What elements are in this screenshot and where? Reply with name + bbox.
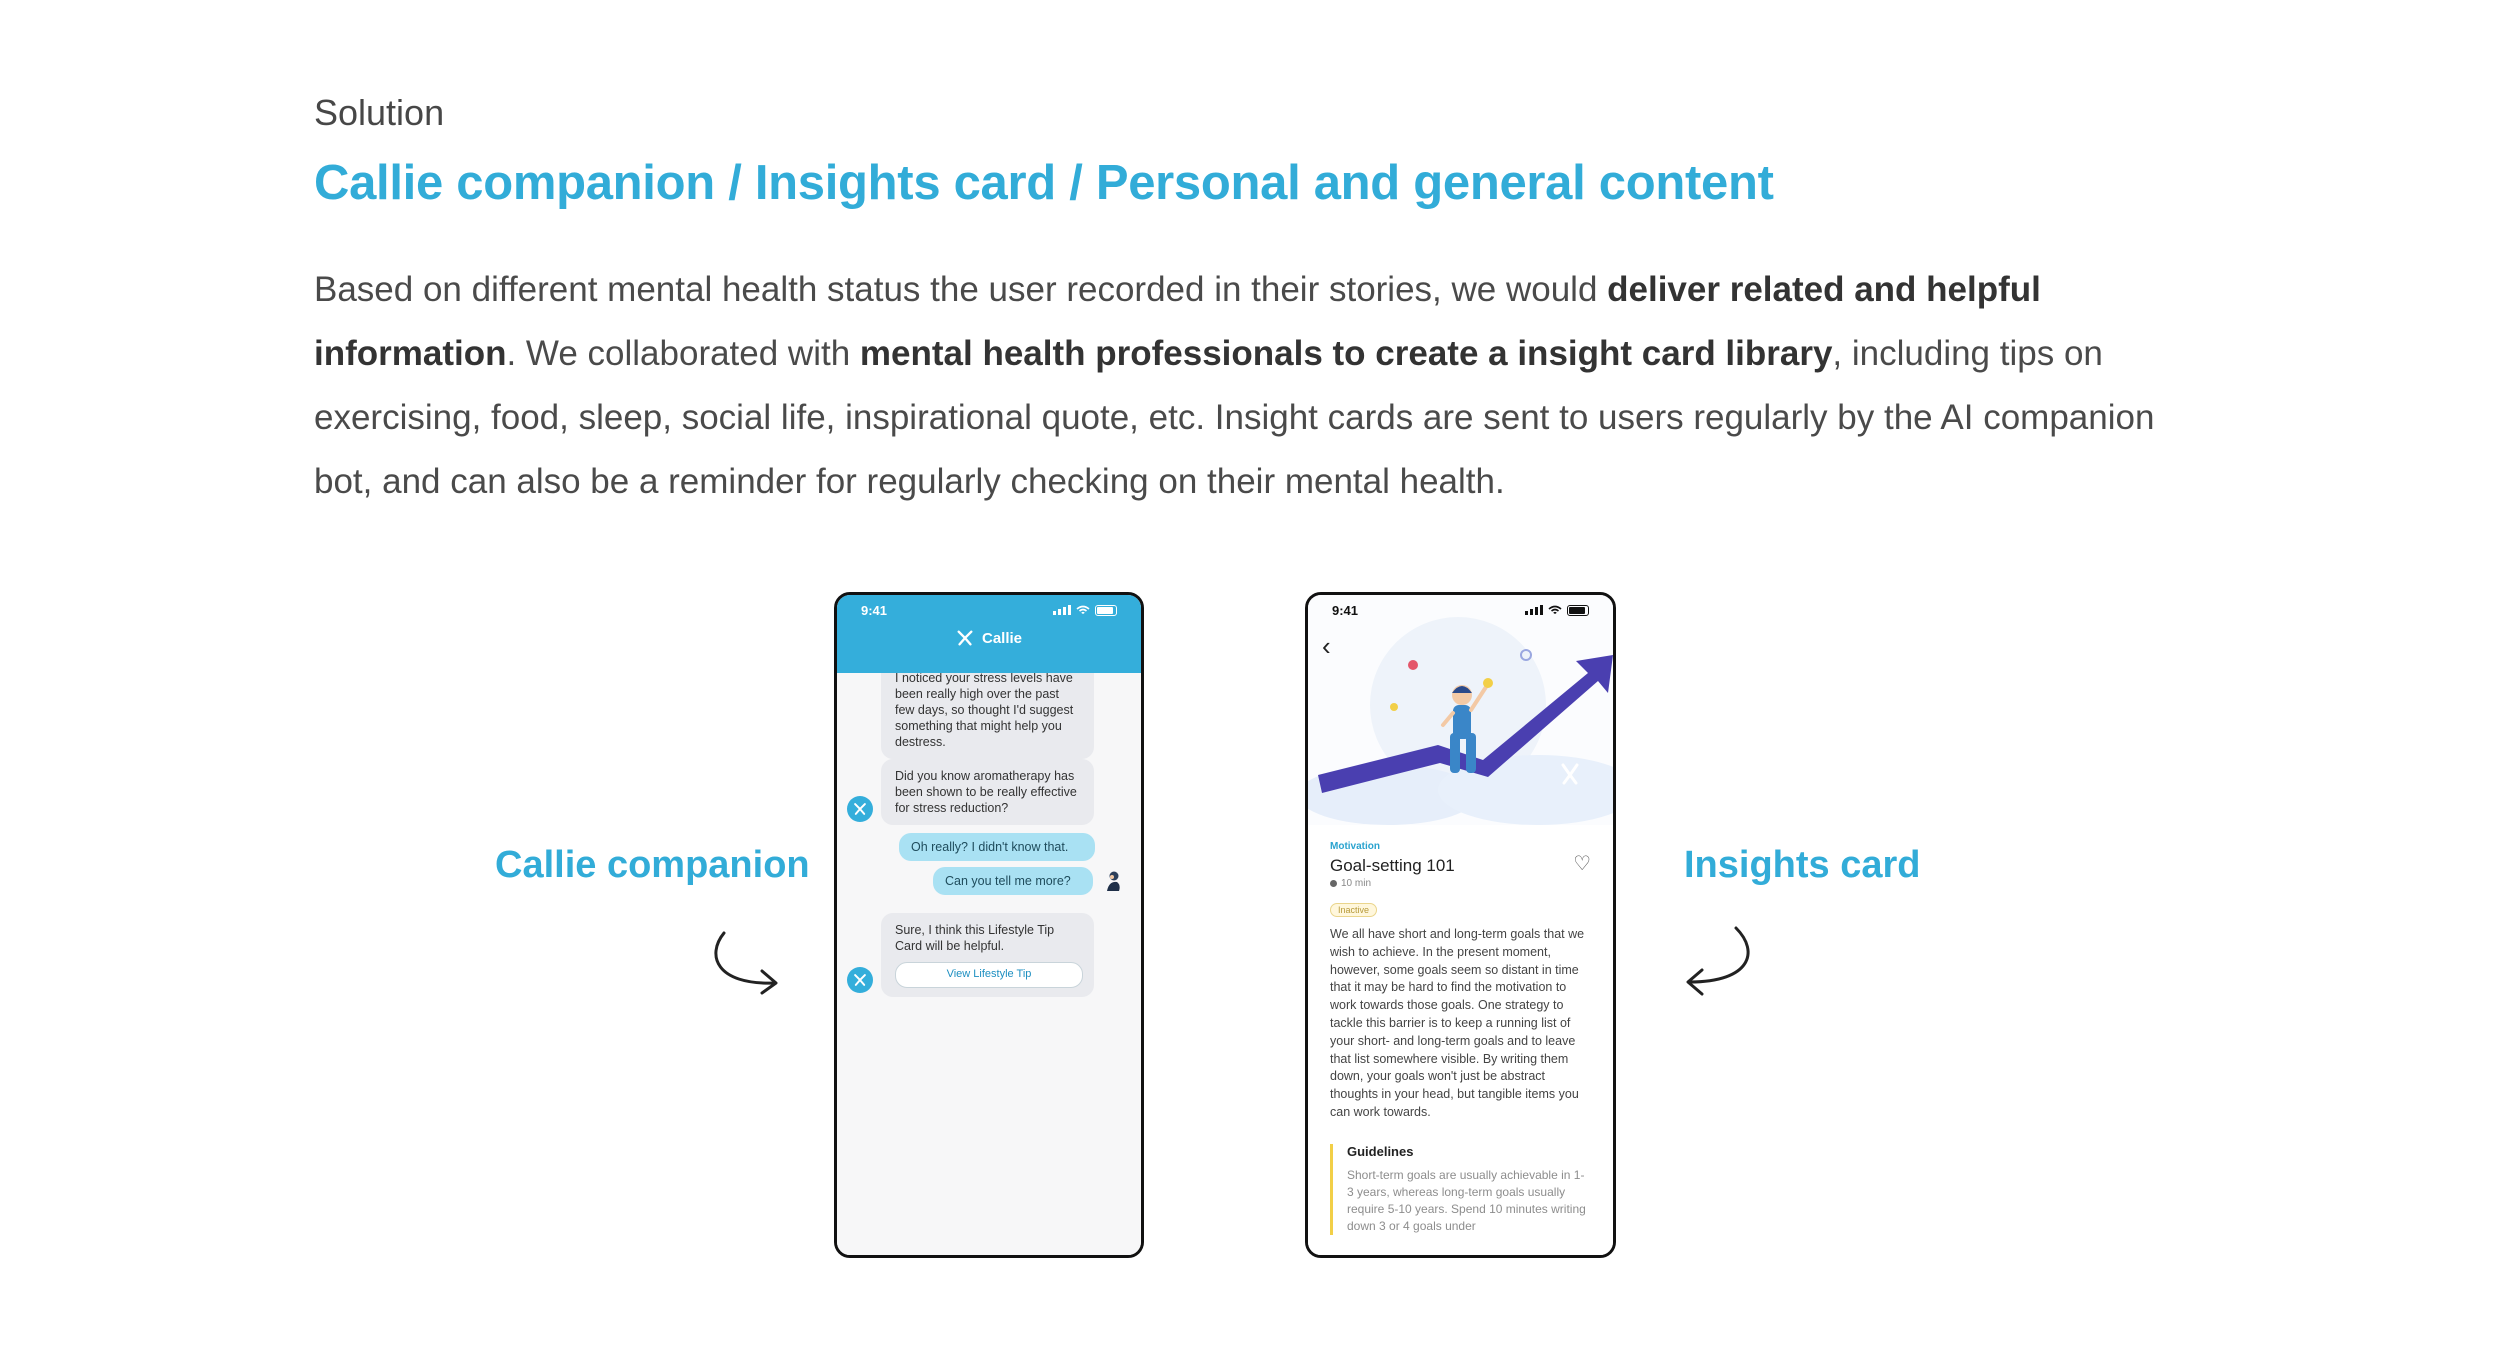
battery-icon (1095, 605, 1117, 616)
status-bar (1308, 595, 1613, 625)
view-lifestyle-tip-button[interactable]: View Lifestyle Tip (895, 962, 1083, 988)
label-callie-companion: Callie companion (495, 844, 810, 886)
callie-logo-icon (956, 629, 974, 647)
status-time: 9:41 (1332, 602, 1359, 618)
section-headline: Callie companion / Insights card / Personal and general content (314, 156, 1774, 210)
goal-illustration (1308, 595, 1613, 825)
status-bar (837, 595, 1141, 625)
status-badge: Inactive (1330, 903, 1377, 917)
guidelines-text: Short-term goals are usually achievable in 1-3 years, whereas long-term goals usually require 5-10 years. Spend 10 minutes writing down 3 or 4 goals under (1347, 1167, 1586, 1233)
curved-arrow-right-icon (704, 925, 784, 995)
body-text-1: Based on different mental health status the user recorded in their stories, we would (314, 270, 1608, 309)
chevron-left-icon[interactable]: ‹ (1322, 631, 1331, 661)
card-category: Motivation (1330, 841, 1380, 852)
user-message: Oh really? I didn't know that. (899, 833, 1095, 861)
chat-title (837, 629, 1141, 647)
body-bold-1: deliver related and helpful information (314, 270, 2041, 373)
status-icons (1053, 605, 1117, 616)
chat-header (837, 595, 1141, 673)
signal-icon (1053, 605, 1071, 615)
signal-icon (1525, 605, 1543, 615)
section-body (314, 258, 2194, 514)
guidelines-title: Guidelines (1347, 1143, 1414, 1159)
user-message: Can you tell me more? (933, 867, 1093, 895)
callie-logo-icon (853, 973, 867, 987)
section-eyebrow: Solution (314, 92, 445, 133)
body-text-3: , including tips on exercising, food, sleep, social life, inspirational quote, etc. Insight cards are sent to users regularly by the AI companion bot, and can also be a reminder for regularly checking on their mental health. (314, 334, 2155, 501)
card-title: Goal-setting 101 (1330, 856, 1455, 875)
status-time: 9:41 (861, 602, 888, 618)
user-avatar (1103, 869, 1123, 891)
insight-card-content[interactable] (1308, 825, 1613, 1255)
card-duration: 10 min (1330, 878, 1591, 889)
status-icons (1525, 605, 1589, 616)
callie-logo-icon (853, 802, 867, 816)
guidelines-section (1330, 1144, 1591, 1235)
curved-arrow-left-icon (1680, 922, 1760, 997)
bot-message-text: Sure, I think this Lifestyle Tip Card will be helpful. (895, 923, 1055, 953)
body-bold-2: mental health professionals to create a insight card library (859, 334, 1833, 373)
bot-avatar (847, 967, 873, 993)
card-description: We all have short and long-term goals that we wish to achieve. In the present moment, however, some goals seem so distant in time that it may be hard to find the motivation to work towards those goals. One strategy to tackle this barrier is to keep a running list of your short- and long-term goals and to leave that list somewhere visible. By writing them down, your goals won't just be abstract thoughts in your head, but tangible items you can work towards. (1330, 927, 1585, 1119)
chat-title-text: Callie (981, 629, 1023, 647)
bot-message: I noticed your stress levels have been really high over the past few days, so thought I'd suggest something that might help you destress. (881, 673, 1094, 759)
insight-card-phone-mockup (1305, 592, 1616, 1258)
insight-illustration (1308, 595, 1613, 825)
label-insights-card: Insights card (1684, 844, 1921, 886)
chat-messages[interactable] (837, 673, 1141, 1258)
bot-message: Did you know aromatherapy has been shown to be really effective for stress reduction? (881, 759, 1094, 825)
wifi-icon (1548, 605, 1562, 615)
battery-icon (1567, 605, 1589, 616)
heart-icon[interactable]: ♡ (1573, 853, 1591, 875)
wifi-icon (1076, 605, 1090, 615)
bot-avatar (847, 796, 873, 822)
chat-phone-mockup (834, 592, 1144, 1258)
body-text-2: . We collaborated with (506, 334, 860, 373)
bot-message-with-card (881, 913, 1094, 997)
